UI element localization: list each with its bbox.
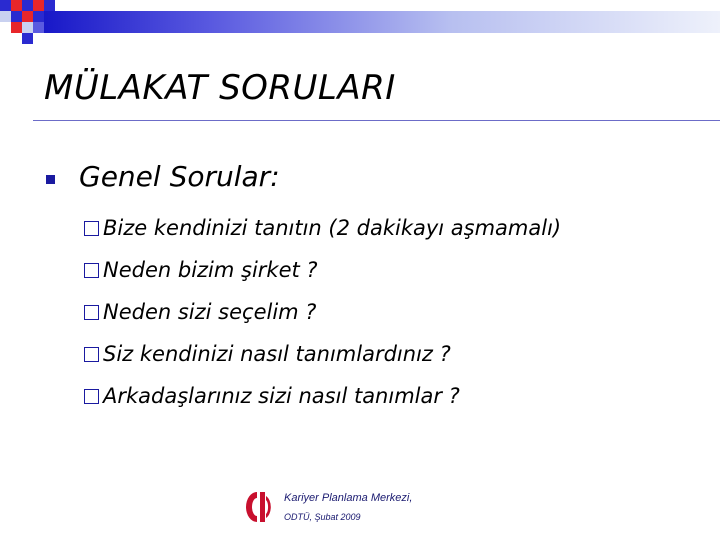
list-item-text: Siz kendinizi nasıl tanımlardınız ? (103, 342, 451, 366)
header-band-corner (33, 22, 44, 33)
checkbox-bullet-icon (84, 305, 99, 320)
list-item (84, 207, 561, 249)
list-item-text: Neden sizi seçelim ? (103, 300, 317, 324)
question-list (84, 207, 561, 417)
section-heading (46, 160, 280, 193)
footer (246, 490, 412, 524)
slide-title: MÜLAKAT SORULARI (44, 68, 396, 108)
footer-organization: Kariyer Planlama Merkezi, (284, 492, 413, 504)
list-item (84, 333, 561, 375)
title-divider (33, 120, 720, 121)
square-bullet-icon (46, 175, 55, 184)
checkbox-bullet-icon (84, 347, 99, 362)
list-item (84, 375, 561, 417)
header-gradient-band (44, 11, 720, 33)
list-item-text: Arkadaşlarınız sizi nasıl tanımlar ? (103, 384, 460, 408)
list-item-text: Neden bizim şirket ? (103, 258, 318, 282)
checkbox-bullet-icon (84, 221, 99, 236)
footer-date: ODTÜ, Şubat 2009 (284, 512, 361, 522)
section-heading-label: Genel Sorular: (79, 160, 280, 193)
checkbox-bullet-icon (84, 389, 99, 404)
list-item-text: Bize kendinizi tanıtın (2 dakikayı aşmamalı) (103, 216, 562, 240)
list-item (84, 249, 561, 291)
checkbox-bullet-icon (84, 263, 99, 278)
list-item (84, 291, 561, 333)
odtu-logo-icon (246, 490, 272, 524)
